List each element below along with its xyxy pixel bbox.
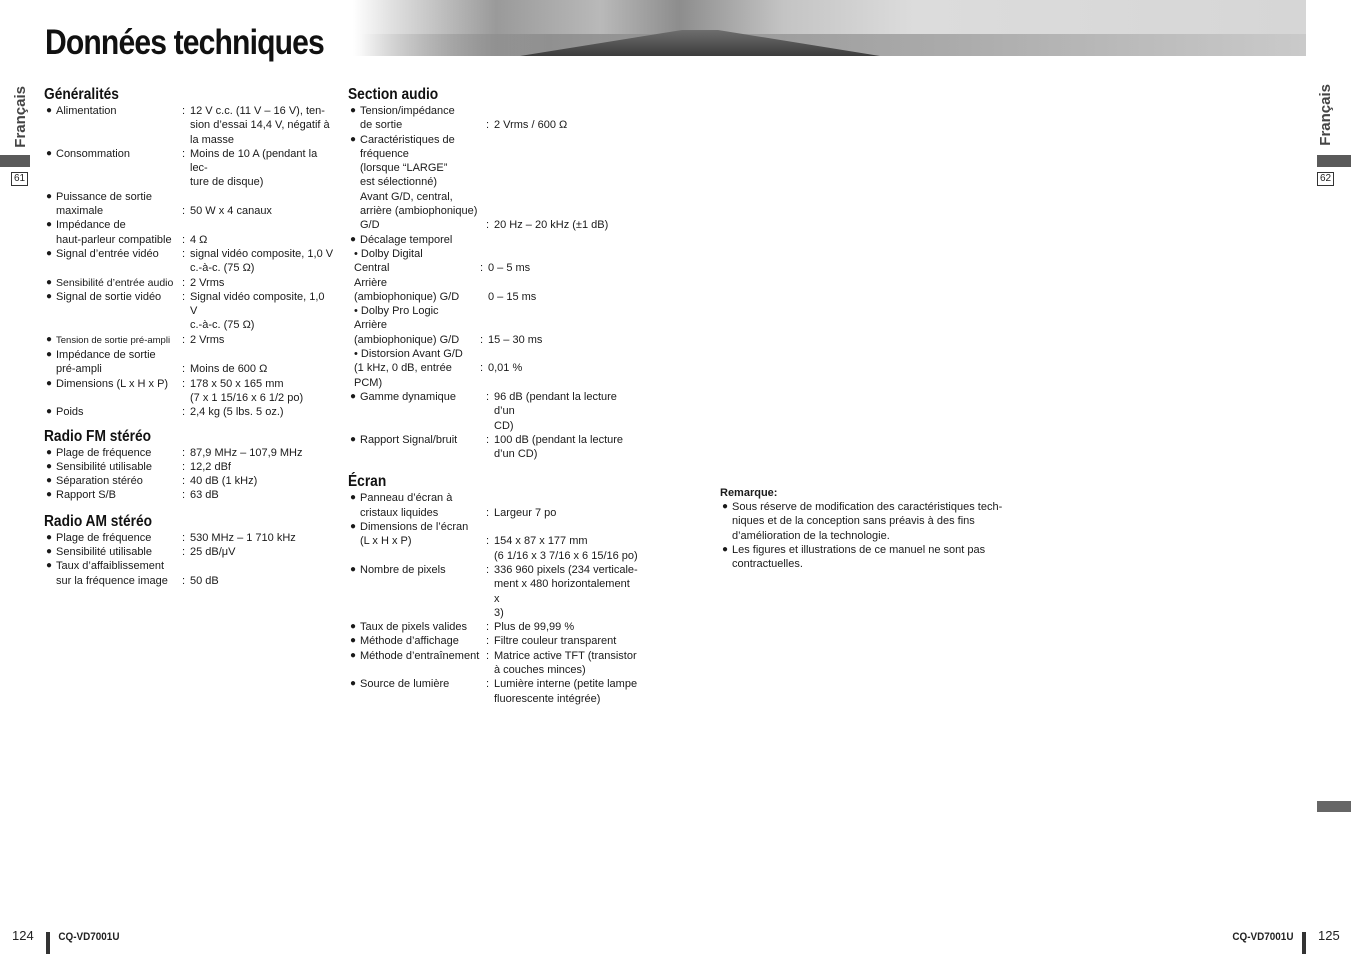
spec-value: 50 W x 4 canaux <box>190 205 272 218</box>
spec-separator: : <box>182 233 186 246</box>
section-title-audio: Section audio <box>348 86 439 103</box>
bullet-icon: ● <box>46 406 53 418</box>
spec-value <box>494 233 638 247</box>
spec-row <box>348 563 638 620</box>
spec-separator: : <box>182 247 186 260</box>
bullet-icon: ● <box>350 433 357 445</box>
spec-label: ● Sensibilité utilisable <box>46 546 152 559</box>
spec-label: ● Impédance de haut-parleur compatible <box>46 219 172 246</box>
spec-row <box>348 634 638 648</box>
bullet-icon: ● <box>46 546 53 558</box>
bullet-icon: ● <box>46 105 53 116</box>
spec-value: Matrice active TFT (transistor à couches minces) <box>494 649 637 676</box>
spec-row <box>44 247 334 276</box>
spec-separator: : <box>182 406 186 419</box>
spec-row <box>44 377 334 406</box>
spec-label: ● Caractéristiques de fréquence (lorsque “LARGE” est sélectionné) Avant G/D, central, arrière (ambiophonique) G/D <box>350 133 478 232</box>
spec-label: ● Rapport Signal/bruit <box>350 433 458 446</box>
spec-label: ● Rapport S/B <box>46 489 116 502</box>
spec-separator: : <box>182 290 186 303</box>
spec-label: ● Signal de sortie vidéo <box>46 290 162 303</box>
bullet-icon: ● <box>46 219 53 231</box>
spec-separator: : <box>182 531 186 544</box>
footer-bar-left <box>46 932 50 954</box>
section-title-generalites: Généralités <box>44 86 119 103</box>
remark-title: Remarque: <box>720 487 778 499</box>
spec-label: ● Puissance de sortie maximale <box>46 190 152 218</box>
spec-value: 20 Hz – 20 kHz (±1 dB) <box>494 219 609 232</box>
bullet-icon: ● <box>350 390 357 402</box>
spec-label: ● Alimentation <box>46 105 117 117</box>
spec-separator: : <box>486 119 490 132</box>
bullet-icon: ● <box>46 489 53 501</box>
spec-value: 2 Vrms <box>190 333 225 346</box>
bullet-icon: ● <box>46 247 53 259</box>
spec-separator: : <box>480 362 484 375</box>
spec-row <box>44 333 334 348</box>
spec-row <box>348 133 638 233</box>
spec-value: Plus de 99,99 % <box>494 621 575 634</box>
spec-separator: : <box>182 460 186 473</box>
bullet-icon: ● <box>46 531 53 543</box>
spec-list-generalites <box>44 104 334 420</box>
spec-value: 0,01 % <box>488 362 523 375</box>
spec-value: 40 dB (1 kHz) <box>190 475 258 488</box>
spec-row <box>348 247 638 304</box>
spec-label: ● Décalage temporel <box>350 233 453 246</box>
spec-value: 25 dB/μV <box>190 546 236 559</box>
spec-value: 154 x 87 x 177 mm (6 1/16 x 3 7/16 x 6 15/16 po) <box>494 535 638 562</box>
spec-row <box>348 433 638 462</box>
bullet-icon: ● <box>46 560 53 572</box>
remark-item: ● Sous réserve de modification des caractéristiques tech- niques et de la conception sans préavis à des fins d’amélioration de la technologie. <box>722 501 1003 542</box>
spec-row <box>348 104 638 133</box>
spec-separator: : <box>486 678 490 691</box>
spec-list-am <box>44 531 334 588</box>
bullet-icon: ● <box>350 133 357 145</box>
spec-row <box>348 390 638 433</box>
spec-value: Moins de 600 Ω <box>190 363 268 376</box>
spec-value: 530 MHz – 1 710 kHz <box>190 531 296 544</box>
spec-value: 336 960 pixels (234 verticale- ment x 480 horizontalement x 3) <box>494 563 638 619</box>
spec-separator: : <box>182 363 186 376</box>
remark-item: ● Les figures et illustrations de ce manuel ne sont pas contractuelles. <box>722 543 986 571</box>
spec-label: • Dolby Pro Logic Arrière (ambiophonique) G/D <box>354 305 460 346</box>
bullet-icon: ● <box>46 460 53 472</box>
spec-row <box>348 520 638 563</box>
spec-label: ● Sensibilité utilisable <box>46 460 152 473</box>
bullet-icon: ● <box>46 147 53 159</box>
spec-label: ● Source de lumière <box>350 678 450 691</box>
bullet-icon: ● <box>46 446 53 458</box>
spec-value: 2,4 kg (5 lbs. 5 oz.) <box>190 406 284 419</box>
spec-separator: : <box>182 546 186 559</box>
side-tab-right <box>1317 155 1351 167</box>
footer-bar-right <box>1302 932 1306 954</box>
spec-label: ● Plage de fréquence <box>46 446 152 459</box>
bullet-icon: ● <box>350 105 357 116</box>
spec-separator: : <box>486 649 490 662</box>
spec-row <box>44 190 334 219</box>
spec-label: ● Poids <box>46 406 84 419</box>
spec-value: 15 – 30 ms <box>488 333 543 346</box>
spec-separator: : <box>486 563 490 576</box>
spec-value: 96 dB (pendant la lecture d’un CD) <box>494 390 617 432</box>
spec-value: 100 dB (pendant la lecture d’un CD) <box>494 433 624 461</box>
spec-row <box>44 104 334 147</box>
spec-row <box>44 545 334 559</box>
spec-separator: : <box>486 506 490 519</box>
spec-row <box>44 276 334 290</box>
bullet-icon: ● <box>46 349 53 361</box>
spec-separator: : <box>486 621 490 634</box>
bullet-icon: ● <box>46 190 53 202</box>
spec-label: ● Méthode d’entraînement <box>350 649 480 662</box>
spec-row <box>348 347 638 390</box>
spec-row <box>44 405 334 419</box>
footer-model-right: CQ-VD7001U <box>1232 931 1294 943</box>
spec-value: Lumière interne (petite lampe fluorescente intégrée) <box>494 678 638 705</box>
spec-value: 12,2 dBf <box>190 460 231 473</box>
spec-separator: : <box>182 276 186 289</box>
spec-separator: : <box>486 635 490 648</box>
spec-label: • Dolby Digital Central Arrière (ambiophonique) G/D <box>354 247 460 303</box>
spec-separator: : <box>486 535 490 548</box>
spec-label: ● Gamme dynamique <box>350 390 456 403</box>
spec-value: Moins de 10 A (pendant la lec- ture de disque) <box>190 147 318 189</box>
spec-row <box>44 531 334 545</box>
spec-row <box>44 348 334 377</box>
bullet-icon: ● <box>46 475 53 487</box>
spec-separator: : <box>182 475 186 488</box>
spec-row <box>44 147 334 190</box>
spec-label: ● Tension/impédance de sortie <box>350 105 455 132</box>
spec-label: ● Dimensions (L x H x P) <box>46 377 169 390</box>
side-page-left: 61 <box>11 172 28 186</box>
spec-value: 2 Vrms / 600 Ω <box>494 119 568 132</box>
spec-row <box>44 446 334 460</box>
spec-value: 50 dB <box>190 574 219 587</box>
footer-page-left: 124 <box>12 928 34 943</box>
spec-label: ● Signal d’entrée vidéo <box>46 247 159 260</box>
spec-value: 12 V c.c. (11 V – 16 V), ten- sion d’essai 14,4 V, négatif à la masse <box>190 105 330 146</box>
spec-label: ● Méthode d’affichage <box>350 635 459 648</box>
spec-row <box>348 233 638 247</box>
bullet-icon: ● <box>350 635 357 647</box>
bullet-icon: ● <box>350 521 357 533</box>
bullet-icon: ● <box>46 377 53 389</box>
spec-separator: : <box>182 333 186 346</box>
bullet-icon: ● <box>350 621 357 633</box>
side-page-right: 62 <box>1317 172 1334 186</box>
spec-value: Filtre couleur transparent <box>494 635 617 648</box>
spec-row <box>348 620 638 634</box>
spec-value: 0 – 5 ms 0 – 15 ms <box>488 262 537 303</box>
spec-separator: : <box>480 262 484 275</box>
spec-label: ● Dimensions de l’écran (L x H x P) <box>350 521 469 548</box>
spec-list-audio <box>348 104 638 461</box>
spec-value: Largeur 7 po <box>494 506 557 519</box>
spec-label: ● Séparation stéréo <box>46 475 143 488</box>
side-tab-right-lower <box>1317 801 1351 812</box>
column-left <box>44 86 334 588</box>
spec-value: 178 x 50 x 165 mm (7 x 1 15/16 x 6 1/2 po) <box>190 377 304 404</box>
spec-value: Signal vidéo composite, 1,0 V c.-à-c. (75 Ω) <box>190 290 325 332</box>
spec-list-ecran <box>348 491 638 705</box>
spec-row <box>44 474 334 488</box>
spec-separator: : <box>480 333 484 346</box>
spec-value: 4 Ω <box>190 233 208 246</box>
section-title-am: Radio AM stéréo <box>44 512 153 530</box>
spec-separator: : <box>182 105 186 117</box>
spec-separator: : <box>182 205 186 218</box>
spec-list-fm <box>44 446 334 503</box>
spec-row <box>44 218 334 247</box>
spec-label: ● Panneau d’écran à cristaux liquides <box>350 492 453 519</box>
bullet-icon: ● <box>722 543 729 555</box>
spec-label: ● Impédance de sortie pré-ampli <box>46 349 156 376</box>
spec-label: ● Taux d’affaiblissement sur la fréquence image <box>46 560 168 587</box>
bullet-icon: ● <box>350 563 357 575</box>
bullet-icon: ● <box>46 290 53 302</box>
spec-row <box>44 559 334 588</box>
spec-label: ● Nombre de pixels <box>350 563 446 576</box>
spec-value: 87,9 MHz – 107,9 MHz <box>190 446 303 459</box>
spec-separator: : <box>486 219 490 232</box>
spec-separator: : <box>486 390 490 403</box>
bullet-icon: ● <box>350 678 357 690</box>
spec-value: 2 Vrms <box>190 276 225 289</box>
side-tab-left <box>0 155 30 167</box>
spec-separator: : <box>182 574 186 587</box>
remark-block <box>720 486 1010 571</box>
spec-label: ● Tension de sortie pré-ampli <box>46 333 171 346</box>
column-middle <box>348 86 638 706</box>
spec-label: ● Taux de pixels valides <box>350 621 468 634</box>
spec-row <box>348 304 638 347</box>
section-title-ecran: Écran <box>348 473 387 491</box>
bullet-icon: ● <box>350 492 357 504</box>
spec-separator: : <box>486 433 490 446</box>
page-title: Données techniques <box>45 23 324 62</box>
spec-separator: : <box>182 446 186 459</box>
spec-row <box>44 290 334 333</box>
spec-label: ● Plage de fréquence <box>46 531 152 544</box>
bullet-icon: ● <box>350 649 357 661</box>
side-language-label-left: Français <box>12 86 29 148</box>
bullet-icon: ● <box>46 276 53 288</box>
spec-separator: : <box>182 377 186 390</box>
footer-page-right: 125 <box>1318 928 1340 943</box>
spec-label: ● Consommation <box>46 147 130 160</box>
spec-separator: : <box>182 489 186 502</box>
bullet-icon: ● <box>722 501 729 512</box>
spec-row <box>44 460 334 474</box>
bullet-icon: ● <box>350 233 357 245</box>
spec-separator <box>486 233 494 247</box>
side-language-label-right: Français <box>1317 84 1334 146</box>
spec-separator: : <box>182 147 186 160</box>
bullet-icon: ● <box>46 333 53 345</box>
spec-label: • Distorsion Avant G/D (1 kHz, 0 dB, entrée PCM) <box>354 348 463 389</box>
spec-row <box>44 488 334 502</box>
spec-row <box>348 677 638 706</box>
spec-row <box>348 491 638 520</box>
spec-label: ● Sensibilité d’entrée audio <box>46 276 174 289</box>
section-title-fm: Radio FM stéréo <box>44 427 152 445</box>
spec-value: signal vidéo composite, 1,0 V c.-à-c. (75 Ω) <box>190 247 334 275</box>
spec-row <box>348 649 638 678</box>
footer-model-left: CQ-VD7001U <box>58 931 120 943</box>
spec-value: 63 dB <box>190 489 219 502</box>
